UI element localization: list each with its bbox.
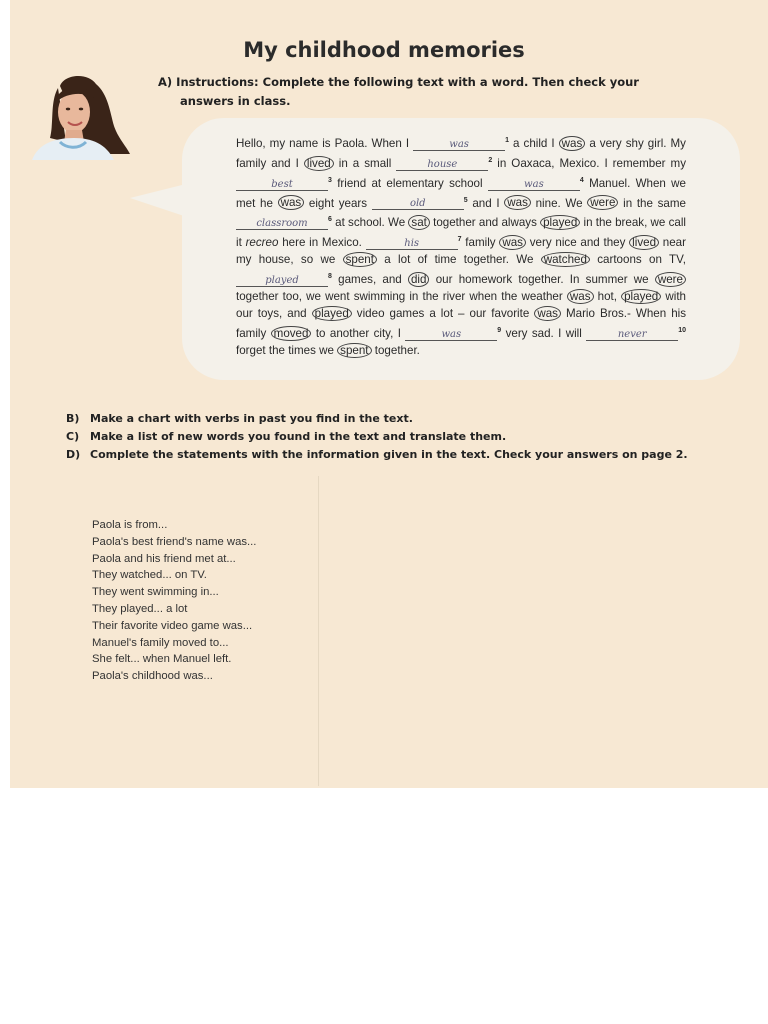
blank-number-8: 8 [328, 273, 332, 281]
passage-text: in the same [618, 196, 686, 210]
passage-text: games, and [331, 273, 408, 287]
blank-number-7: 7 [457, 236, 462, 244]
blank-number-1: 1 [505, 137, 509, 144]
passage-text: here in Mexico. [278, 236, 366, 250]
circled-verb: played [312, 306, 352, 321]
passage-text: in Oaxaca, Mexico. I remember my [492, 156, 686, 170]
blank-number-4: 4 [579, 176, 584, 184]
circled-verb: was [278, 195, 305, 210]
passage-text: friend at elementary school [331, 176, 488, 190]
passage-text: video games a lot – our favorite [351, 307, 535, 321]
task-text: Make a chart with verbs in past you find in the text. [90, 412, 413, 425]
passage-text: together too, we went swimming in the river when the weather [236, 290, 567, 304]
circled-verb: was [534, 306, 561, 321]
passage-text: eight years [304, 196, 372, 210]
circled-verb: spent [337, 343, 371, 358]
circled-verb: spent [343, 252, 377, 267]
statement-item: Paola and his friend met at... [92, 552, 236, 565]
passage-text: very nice and they [525, 236, 630, 250]
passage-text: to another city, I [311, 326, 406, 340]
blank-number-5: 5 [463, 196, 468, 204]
statement-item: Their favorite video game was... [92, 619, 253, 632]
circled-verb: was [499, 235, 526, 250]
circled-verb: sat [408, 215, 429, 230]
task-item [66, 410, 756, 428]
answer-blank-7[interactable]: his [366, 238, 458, 250]
reading-passage [236, 132, 686, 359]
instruction-a [158, 73, 738, 111]
answer-blank-6[interactable]: classroom [236, 218, 328, 230]
task-text: Make a list of new words you found in the text and translate them. [90, 430, 507, 443]
passage-text: our homework together. In summer we [429, 273, 655, 287]
passage-text: a child I [509, 136, 559, 150]
statement-item: Manuel's family moved to... [92, 636, 229, 649]
passage-text: nine. We [530, 196, 588, 210]
circled-verb: moved [271, 326, 312, 341]
column-divider [318, 476, 319, 786]
instruction-a-line1: Instructions: Complete the following text with a word. Then check your [176, 75, 639, 89]
task-text: Complete the statements with the information given in the text. Check your answers on page 2. [90, 448, 688, 461]
circled-verb: was [504, 195, 531, 210]
passage-text: Mario Bros.- When his family [236, 307, 687, 340]
statement-item: She felt... when Manuel left. [92, 653, 232, 666]
answer-blank-8[interactable]: played [236, 275, 328, 287]
task-item [66, 446, 756, 464]
circled-verb: was [567, 289, 594, 304]
passage-text: a very shy girl. My family and I [236, 136, 686, 170]
answer-blank-9[interactable]: was [405, 329, 497, 341]
blank-number-6: 6 [328, 216, 332, 224]
passage-text: cartoons on TV, [589, 253, 686, 267]
circled-verb: played [540, 215, 580, 230]
circled-verb: were [587, 195, 618, 210]
passage-text: in the break, we call it [236, 216, 686, 250]
blank-number-3: 3 [328, 176, 332, 184]
statement-item: Paola's childhood was... [92, 670, 213, 683]
circled-verb: watched [541, 252, 590, 267]
italic-word-recreo: recreo [245, 236, 279, 250]
blank-number-10: 10 [678, 327, 686, 335]
passage-text: forget the times we [236, 343, 338, 357]
passage-text: together. [371, 343, 420, 357]
passage-text: hot, [593, 290, 622, 304]
task-letter: D) [66, 448, 81, 461]
task-letter: B) [66, 412, 80, 425]
statement-list [92, 517, 256, 685]
passage-text: a lot of time together. We [376, 253, 541, 267]
passage-text: family [461, 236, 500, 250]
task-item [66, 428, 756, 446]
answer-blank-10[interactable]: never [586, 329, 678, 341]
passage-text: in a small [333, 156, 397, 170]
passage-text: at school. We [331, 216, 409, 230]
task-list [66, 410, 756, 464]
passage-text: and I [467, 196, 505, 210]
instruction-a-line2: answers in class. [180, 94, 291, 108]
circled-verb: lived [304, 156, 334, 171]
circled-verb: were [655, 272, 686, 287]
passage-text: Hello, my name is Paola. When I [236, 136, 414, 150]
statement-item: Paola's best friend's name was... [92, 535, 257, 548]
blank-number-9: 9 [497, 327, 502, 335]
page-title: My childhood memories [243, 38, 525, 62]
circled-verb: did [408, 272, 429, 287]
circled-verb: played [621, 289, 661, 304]
passage-text: Manuel. When we met he [236, 176, 686, 210]
passage-text: very sad. I will [501, 326, 587, 340]
task-letter: C) [66, 430, 80, 443]
answer-blank-4[interactable]: was [488, 179, 580, 191]
statement-item: They played... a lot [92, 602, 188, 615]
circled-verb: lived [629, 235, 659, 250]
instruction-a-letter: A) [158, 75, 173, 89]
statement-item: They went swimming in... [92, 586, 219, 599]
statement-item: They watched... on TV. [92, 569, 207, 582]
blank-number-2: 2 [488, 156, 493, 164]
answer-blank-1[interactable]: was [413, 139, 505, 151]
statement-item: Paola is from... [92, 519, 168, 531]
woman-portrait-icon [30, 72, 134, 160]
answer-blank-5[interactable]: old [372, 198, 464, 210]
circled-verb: was [559, 136, 586, 151]
answer-blank-2[interactable]: house [396, 159, 488, 171]
answer-blank-3[interactable]: best [236, 179, 328, 191]
passage-text: near my house, so we [236, 236, 686, 267]
passage-text: with our toys, and [236, 290, 687, 321]
passage-text: together and always [429, 216, 541, 230]
